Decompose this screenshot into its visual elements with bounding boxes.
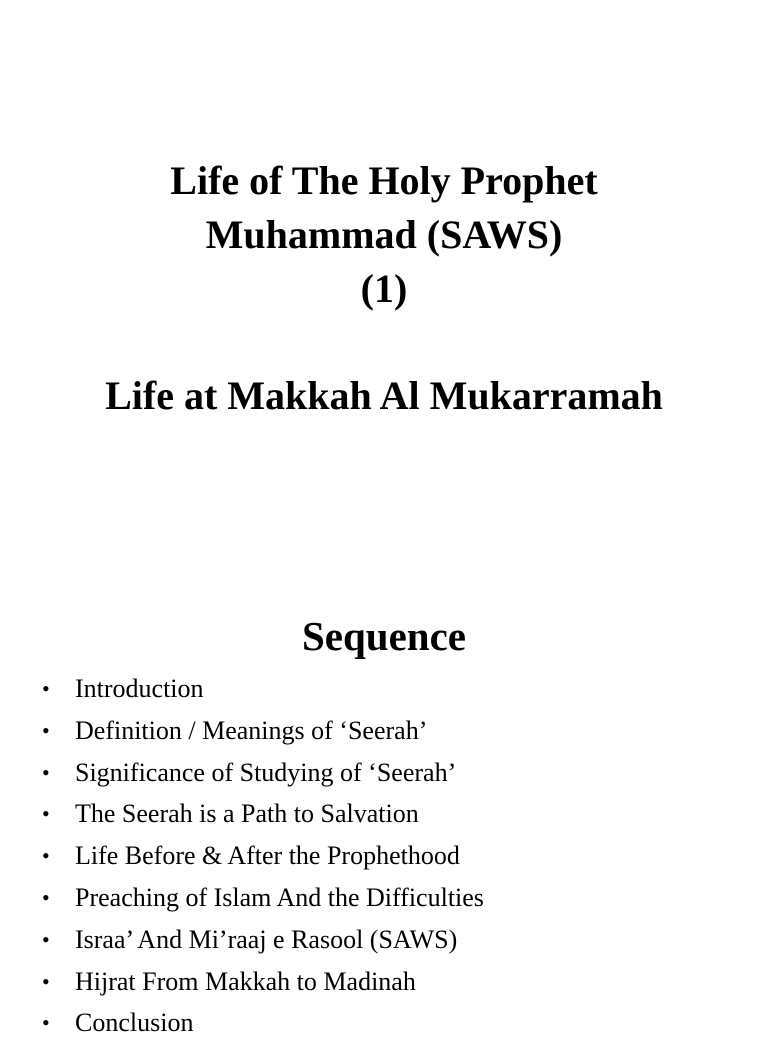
list-item-text: Israa’ And Mi’raaj e Rasool (SAWS) [75, 924, 458, 954]
title-line-3: (1) [360, 266, 408, 311]
bullet-icon: • [42, 717, 50, 743]
list-item [0, 1002, 768, 1044]
bullet-icon: • [42, 676, 50, 701]
list-item-text: Life Before & After the Prophethood [75, 841, 460, 871]
title-line-2: Muhammad (SAWS) [205, 212, 563, 257]
bullet-icon: • [42, 759, 50, 785]
bullet-icon: • [42, 1010, 50, 1036]
bullet-icon: • [42, 968, 50, 994]
list-item-text: Significance of Studying of ‘Seerah’ [75, 757, 457, 787]
title-line-1: Life of The Holy Prophet [170, 158, 598, 203]
list-item [0, 877, 768, 919]
list-item [0, 793, 768, 835]
list-item-text: Conclusion [75, 1008, 194, 1038]
slide-title [0, 154, 768, 316]
bullet-icon: • [42, 926, 50, 952]
list-item [0, 752, 768, 794]
sequence-list [0, 668, 768, 1044]
list-item [0, 710, 768, 752]
bullet-icon: • [42, 884, 50, 910]
list-item-text: Introduction [75, 674, 204, 703]
list-item [0, 835, 768, 877]
list-item-text: Definition / Meanings of ‘Seerah’ [75, 715, 428, 745]
list-item [0, 961, 768, 1003]
list-item-text: Preaching of Islam And the Difficulties [75, 882, 484, 912]
list-item-text: The Seerah is a Path to Salvation [75, 799, 419, 829]
list-item-text: Hijrat From Makkah to Madinah [75, 966, 416, 996]
list-item [0, 919, 768, 961]
sequence-heading: Sequence [302, 613, 466, 659]
list-item [0, 668, 768, 710]
bullet-icon: • [42, 843, 50, 869]
slide-subtitle: Life at Makkah Al Mukarramah [105, 373, 663, 418]
bullet-icon: • [42, 801, 50, 827]
